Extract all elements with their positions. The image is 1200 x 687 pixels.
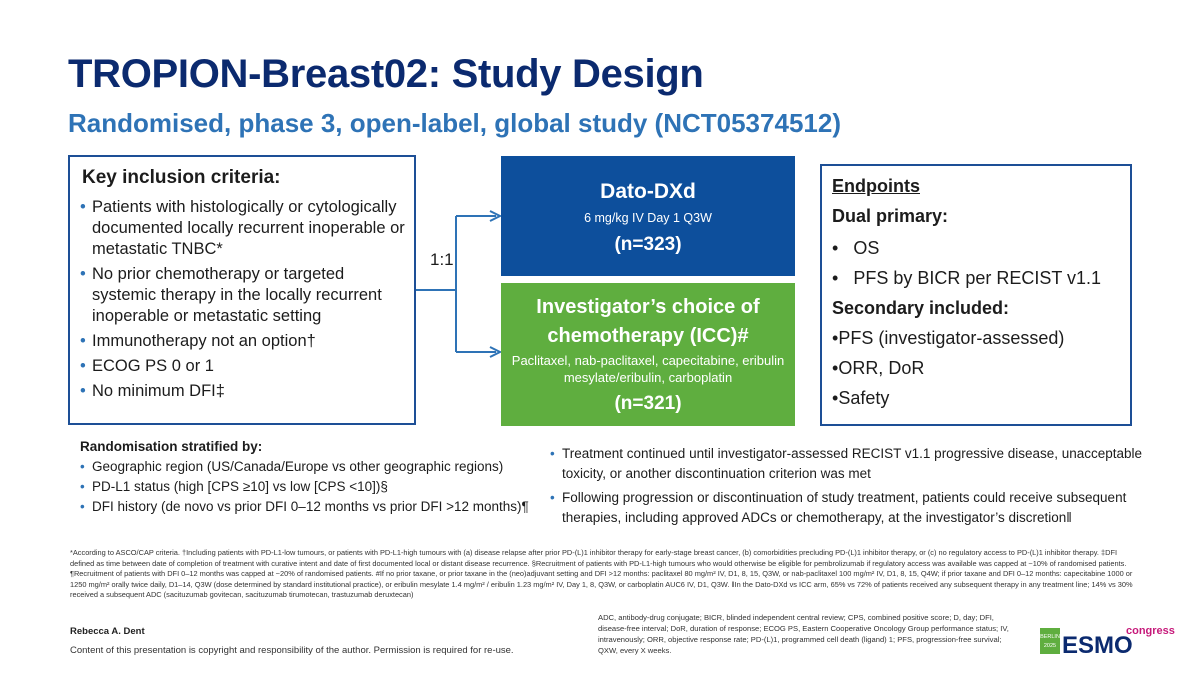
inclusion-item: • Patients with histologically or cytologically documented locally recurrent inoperable or metastatic TNBC* <box>80 197 408 260</box>
footnotes: *According to ASCO/CAP criteria. †Including patients with PD-L1-low tumours, or patients with PD-L1-high tumours with (a) disease relapse after prior PD-(L)1 inhibitor therapy for early-stage breast cancer, (b) comorbidities precluding PD-(L)1 inhibitor therapy, or (c) no regulatory access to PD-(L)1 inhibitor therapy. ‡DFI defined as time between date of completion of treatment with curative intent and date of first documented local or distant disease recurrence. §Recruitment of patients with PD-L1-high tumours who would otherwise be eligible for pembrolizumab if regulatory access was available was capped at ~10% of randomised patients. ¶Recruitment of patients with DFI 0–12 months was capped at ~20% of randomised patients. #If no prior taxane, or prior taxane in the (neo)adjuvant setting and DFI >12 months: paclitaxel 80 mg/m² IV, D1, 8, 15, Q3W, or nab-paclitaxel 100 mg/m² IV, D1, 8, 15, Q4W; if prior taxane and DFI 0–12 months: capecitabine 1000 or 1250 mg/m² orally twice daily, D1–14, Q3W (dose determined by standard institutional practice), or eribulin mesylate 1.4 mg/m² / eribulin 1.23 mg/m² IV, Day 1, 8, Q3W, or carboplatin AUC6 IV, D1, Q3W. ‖In the Dato-DXd vs ICC arm, 65% vs 72% of patients received any subsequent therapy in any treatment line; 14% vs 30% received a subsequent ADC (sacituzumab govitecan, sacituzumab tirumotecan, trastuzumab deruxtecan) <box>70 548 1133 599</box>
arm-name: Dato-DXd <box>600 180 696 203</box>
inclusion-heading: Key inclusion criteria: <box>82 167 281 188</box>
endpoint-item: • OS <box>832 238 880 258</box>
treatment-note: • Treatment continued until investigator-assessed RECIST v1.1 progressive disease, unacceptable toxicity, or another discontinuation criterion was met <box>550 444 1150 484</box>
stratification-item: • DFI history (de novo vs prior DFI 0–12 months vs prior DFI >12 months)¶ <box>80 497 529 517</box>
stratification-item: • Geographic region (US/Canada/Europe vs other geographic regions) <box>80 457 529 477</box>
arm-drugs: Paclitaxel, nab-paclitaxel, capecitabine, eribulin mesylate/eribulin, carboplatin <box>511 353 785 385</box>
endpoint-item: • PFS by BICR per RECIST v1.1 <box>832 268 1102 288</box>
arm-n: (n=321) <box>614 393 682 414</box>
icc-arm <box>501 283 795 426</box>
svg-text:ESMO: ESMO <box>1062 632 1133 659</box>
treatment-notes <box>550 444 1150 532</box>
stratification-list <box>80 457 529 517</box>
slide-title: TROPION-Breast02: Study Design <box>68 52 704 96</box>
arm-n: (n=323) <box>614 234 682 255</box>
inclusion-list <box>80 197 408 406</box>
randomisation-ratio: 1:1 <box>430 250 454 269</box>
endpoint-item: •PFS (investigator-assessed) <box>832 328 1065 348</box>
inclusion-item: • ECOG PS 0 or 1 <box>80 356 408 377</box>
inclusion-item: • Immunotherapy not an option† <box>80 331 408 352</box>
dual-primary-label: Dual primary: <box>832 206 949 226</box>
treatment-note: • Following progression or discontinuation of study treatment, patients could receive subsequent therapies, including approved ADCs or chemotherapy, at the investigator’s discretion‖ <box>550 488 1150 528</box>
svg-text:BERLIN: BERLIN <box>1040 634 1060 640</box>
endpoint-item: •ORR, DoR <box>832 358 925 378</box>
stratification-heading: Randomisation stratified by: <box>80 439 263 454</box>
secondary-label: Secondary included: <box>832 298 1010 318</box>
inclusion-item: • No prior chemotherapy or targeted systemic therapy in the locally recurrent inoperable or metastatic setting <box>80 264 408 327</box>
endpoint-item: •Safety <box>832 388 890 408</box>
esmo-logo-mark <box>1040 620 1180 660</box>
inclusion-criteria-box <box>68 155 416 425</box>
copyright-notice: Content of this presentation is copyright and responsibility of the author. Permission is required for re-use. <box>70 645 514 656</box>
esmo-congress-logo <box>1040 620 1180 660</box>
author-name: Rebecca A. Dent <box>70 626 145 637</box>
inclusion-item: • No minimum DFI‡ <box>80 381 408 402</box>
arm-dose: 6 mg/kg IV Day 1 Q3W <box>584 211 712 225</box>
dato-dxd-arm <box>501 156 795 276</box>
arm-name: Investigator’s choice of chemotherapy (ICC)# <box>536 296 760 347</box>
randomisation-arrows <box>416 200 506 370</box>
endpoints-box <box>820 164 1132 426</box>
svg-text:2025: 2025 <box>1043 643 1057 649</box>
endpoints-title: Endpoints <box>832 176 920 196</box>
top-bar <box>0 0 1200 40</box>
abbreviations: ADC, antibody-drug conjugate; BICR, blinded independent central review; CPS, combined positive score; D, day; DFI, disease-free interval; DoR, duration of response; ECOG PS, Eastern Cooperative Oncology Group performance status; IV, intravenously; ORR, objective response rate; PD-(L)1, programmed cell death (ligand) 1; PFS, progression-free survival; QXW, every X weeks. <box>598 613 1009 655</box>
stratification-item: • PD-L1 status (high [CPS ≥10] vs low [CPS <10])§ <box>80 477 529 497</box>
slide-subtitle: Randomised, phase 3, open-label, global study (NCT05374512) <box>68 108 841 138</box>
svg-text:congress: congress <box>1126 625 1175 637</box>
